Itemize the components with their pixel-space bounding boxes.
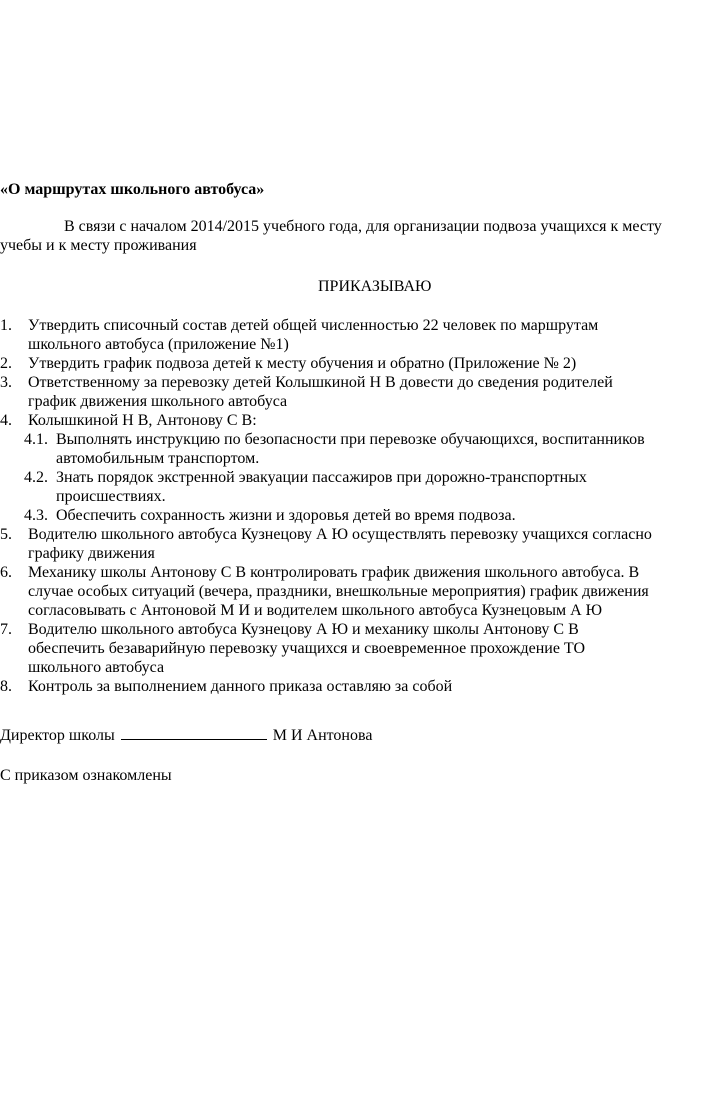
list-item [0,525,704,563]
list-item-number: 8. [0,678,12,695]
list-item-text: обеспечить безаварийную перевозку учащихся и своевременное прохождение ТО [28,640,586,657]
list-item-number: 7. [0,621,12,638]
sub-item-text: происшествиях. [56,488,166,505]
intro-line: учебы и к месту проживания [0,237,197,254]
sub-item-text: автомобильным транспортом. [56,450,260,467]
sub-item-text: Знать порядок экстренной эвакуации пассажиров при дорожно-транспортных [56,469,587,486]
list-item-text: Колышкиной Н В, Антонову С В: [28,412,257,429]
list-item [0,373,704,411]
list-item-text: графику движения [28,545,155,562]
list-item-number: 3. [0,374,12,391]
list-item-text: согласовывать с Антоновой М И и водителем школьного автобуса Кузнецовым А Ю [28,602,603,619]
order-heading: ПРИКАЗЫВАЮ [318,278,432,295]
list-item-number: 5. [0,526,12,543]
sub-list-item [0,468,704,506]
list-item [0,316,704,354]
list-item [0,411,704,430]
intro-paragraph [0,217,700,255]
sub-item-number: 4.1. [24,431,48,448]
acknowledgement-line: С приказом ознакомлены [0,767,172,784]
list-item-number: 6. [0,564,12,581]
list-item [0,620,704,677]
list-item [0,563,704,620]
sub-item-text: Выполнять инструкцию по безопасности при перевозке обучающихся, воспитанников [56,431,645,448]
list-item [0,354,704,373]
list-item-text: Утвердить списочный состав детей общей численностью 22 человек по маршрутам [28,317,599,334]
sub-item-text: Обеспечить сохранность жизни и здоровья детей во время подвоза. [56,507,516,524]
sub-item-number: 4.3. [24,507,48,524]
order-list [0,316,704,696]
list-item-text: Утвердить график подвоза детей к месту обучения и обратно (Приложение № 2) [28,355,577,372]
sub-list-item [0,506,704,525]
intro-line: В связи с началом 2014/2015 учебного года, для организации подвоза учащихся к месту [64,218,662,235]
signature-blank [121,725,267,740]
document-title: «О маршрутах школьного автобуса» [0,181,265,198]
sub-item-number: 4.2. [24,469,48,486]
sub-list-item [0,430,704,468]
list-item-text: Водителю школьного автобуса Кузнецову А Ю и механику школы Антонову С В [28,621,579,638]
list-item-text: школьного автобуса (приложение №1) [28,336,289,353]
list-item-text: график движения школьного автобуса [28,393,288,410]
list-item-number: 4. [0,412,12,429]
director-label: Директор школы [0,727,115,744]
list-item-text: Водителю школьного автобуса Кузнецову А Ю осуществлять перевозку учащихся согласно [28,526,652,543]
list-item-text: Механику школы Антонову С В контролировать график движения школьного автобуса. В [28,564,640,581]
list-item [0,677,704,696]
list-item-text: школьного автобуса [28,659,165,676]
director-signature-line [0,725,372,745]
list-item-number: 2. [0,355,12,372]
list-item-text: Ответственному за перевозку детей Колышкиной Н В довести до сведения родителей [28,374,613,391]
list-item-number: 1. [0,317,12,334]
list-item-text: случае особых ситуаций (вечера, праздники, внешкольные мероприятия) график движения [28,583,649,600]
list-item-text: Контроль за выполнением данного приказа оставляю за собой [28,678,453,695]
director-name: М И Антонова [272,727,373,744]
